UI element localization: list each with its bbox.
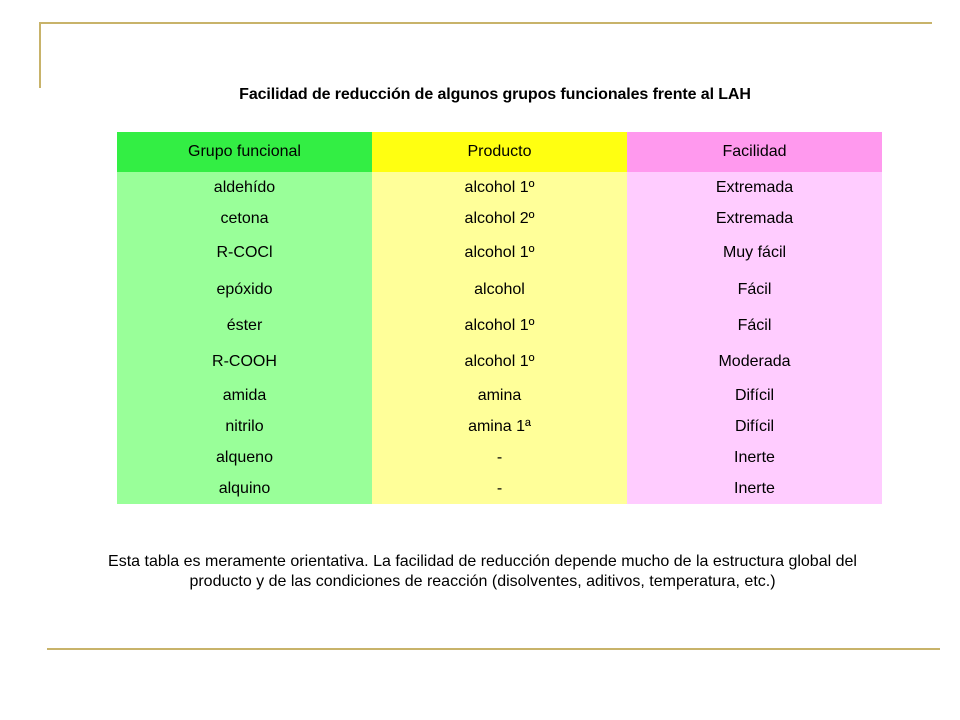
cell-grupo: alqueno	[117, 442, 372, 473]
header-grupo-funcional: Grupo funcional	[117, 132, 372, 172]
table-row	[117, 473, 882, 504]
footnote-text: Esta tabla es meramente orientativa. La facilidad de reducción depende mucho de la estructura global del producto y de las condiciones de reacción (disolventes, aditivos, temperatura, etc.)	[108, 553, 857, 590]
cell-grupo: nitrilo	[117, 411, 372, 442]
cell-producto: alcohol 2º	[372, 203, 627, 234]
table-row	[117, 411, 882, 442]
cell-facilidad: Moderada	[627, 344, 882, 380]
cell-grupo: epóxido	[117, 272, 372, 308]
table-row	[117, 234, 882, 272]
cell-grupo: R-COOH	[117, 344, 372, 380]
cell-producto: alcohol 1º	[372, 172, 627, 203]
header-producto: Producto	[372, 132, 627, 172]
cell-grupo: cetona	[117, 203, 372, 234]
frame-bottom-line	[47, 648, 940, 650]
cell-producto: alcohol 1º	[372, 308, 627, 344]
cell-producto: -	[372, 473, 627, 504]
frame-top-line	[39, 22, 932, 24]
table-row	[117, 442, 882, 473]
cell-facilidad: Inerte	[627, 442, 882, 473]
table-row	[117, 308, 882, 344]
cell-grupo: R-COCl	[117, 234, 372, 272]
cell-grupo: alquino	[117, 473, 372, 504]
table-row	[117, 272, 882, 308]
cell-producto: amina 1ª	[372, 411, 627, 442]
cell-grupo: aldehído	[117, 172, 372, 203]
cell-producto: amina	[372, 380, 627, 411]
cell-facilidad: Difícil	[627, 411, 882, 442]
table-header-row	[117, 132, 882, 172]
table-row	[117, 172, 882, 203]
cell-facilidad: Extremada	[627, 172, 882, 203]
slide-title: Facilidad de reducción de algunos grupos funcionales frente al LAH	[239, 86, 751, 103]
cell-facilidad: Fácil	[627, 272, 882, 308]
table-row	[117, 203, 882, 234]
cell-producto: alcohol 1º	[372, 344, 627, 380]
cell-producto: -	[372, 442, 627, 473]
cell-producto: alcohol	[372, 272, 627, 308]
cell-grupo: amida	[117, 380, 372, 411]
table-row	[117, 344, 882, 380]
table-row	[117, 380, 882, 411]
cell-grupo: éster	[117, 308, 372, 344]
cell-facilidad: Inerte	[627, 473, 882, 504]
cell-facilidad: Extremada	[627, 203, 882, 234]
cell-facilidad: Difícil	[627, 380, 882, 411]
cell-facilidad: Muy fácil	[627, 234, 882, 272]
reduction-table	[117, 132, 882, 504]
header-facilidad: Facilidad	[627, 132, 882, 172]
frame-left-line	[39, 22, 41, 88]
cell-producto: alcohol 1º	[372, 234, 627, 272]
cell-facilidad: Fácil	[627, 308, 882, 344]
